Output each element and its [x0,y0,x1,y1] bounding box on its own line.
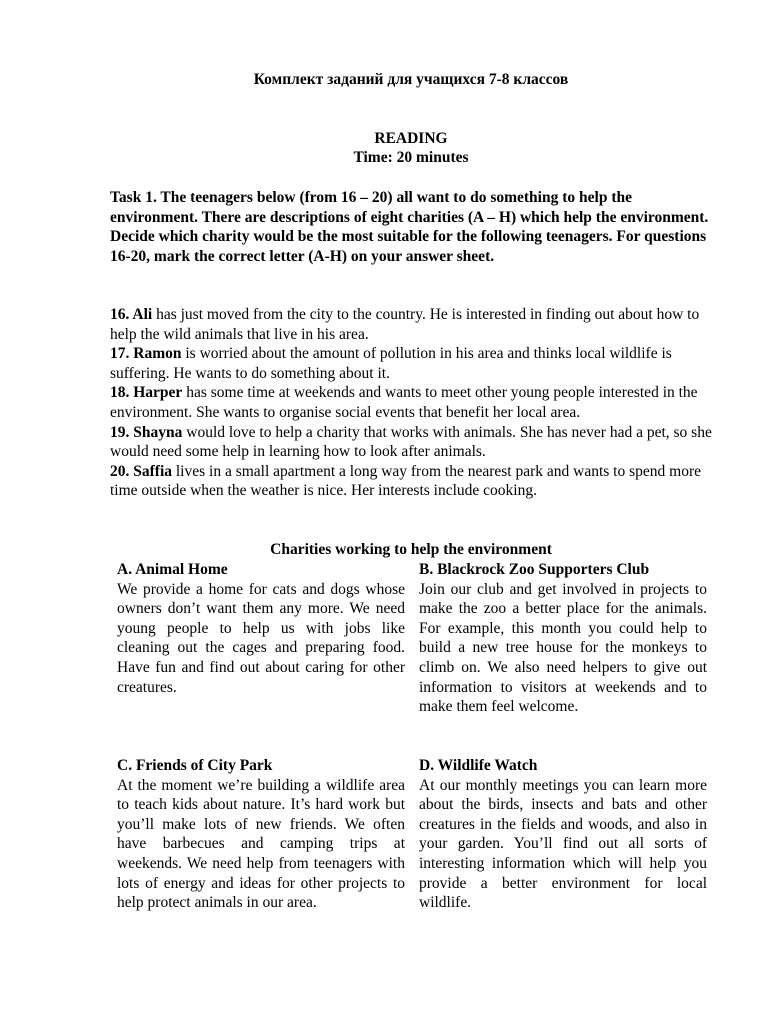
task-instructions: Task 1. The teenagers below (from 16 – 20) all want to do something to help the environment. There are descriptions of eight charities (A – H) which help the environment. Decide which charity would be the most suitable for the following teenagers. For questions 16-20, mark the correct letter (A-H) on your answer sheet. [110,189,709,265]
questions-list [110,305,712,501]
question-number-name: 16. Ali [110,306,153,323]
charity-d [419,756,707,913]
question-18 [110,383,712,422]
charity-description: At our monthly meetings you can learn more about the birds, insects and bats and other creatures in the fields and woods, and also in your garden. You’ll find out all sorts of interesting information which will help you provide a better environment for local wildlife. [419,776,707,912]
question-17 [110,344,712,383]
question-number-name: 20. Saffia [110,462,172,480]
charity-name: B. Blackrock Zoo Supporters Club [419,561,650,578]
section-heading: READING [374,130,448,147]
question-text: is worried about the amount of pollution in his area and thinks local wildlife is suffering. He wants to do something about it. [110,345,672,382]
question-number-name: 18. Harper [110,384,183,402]
charity-description: At the moment we’re building a wildlife area to teach kids about nature. It’s hard work but you’ll make lots of new friends. We often have barbecues and camping trips at weekends. We need help from teenagers with lots of energy and ideas for other projects to help protect animals in our area. [117,776,405,912]
question-number-name: 17. Ramon [110,345,182,363]
question-19 [110,423,712,462]
charity-name: D. Wildlife Watch [419,757,538,774]
question-text: lives in a small apartment a long way from the nearest park and wants to spend more time outside when the weather is nice. Her interests include cooking. [110,462,701,500]
section-time-limit: Time: 20 minutes [353,149,469,166]
question-number-name: 19. Shayna [110,423,183,441]
charity-name: C. Friends of City Park [117,757,273,774]
charity-description: Join our club and get involved in projects to make the zoo a better place for the animals. For example, this month you could help to build a new tree house for the monkeys to climb on. We also need helpers to give out information to visitors at weekends and to make them feel welcome. [419,580,707,716]
question-text: would love to help a charity that works with animals. She has never had a pet, so she would need some help in learning how to look after animals. [110,423,712,461]
charity-c [117,756,405,913]
question-text: has just moved from the city to the country. He is interested in finding out about how to help the wild animals that live in his area. [110,306,700,343]
question-20 [110,462,712,501]
charity-name: A. Animal Home [117,561,228,578]
document-title: Комплект заданий для учащихся 7-8 классов [253,71,569,88]
question-16 [110,305,712,344]
question-text: has some time at weekends and wants to meet other young people interested in the environment. She wants to organise social events that benefit her local area. [110,384,698,421]
charity-description: We provide a home for cats and dogs whose owners don’t want them any more. We need young people to help us with jobs like cleaning out the cages and preparing food. Have fun and find out about caring for other creatures. [117,580,405,696]
charities-heading: Charities working to help the environment [270,541,552,558]
charity-b [419,560,707,717]
charity-a [117,560,405,697]
